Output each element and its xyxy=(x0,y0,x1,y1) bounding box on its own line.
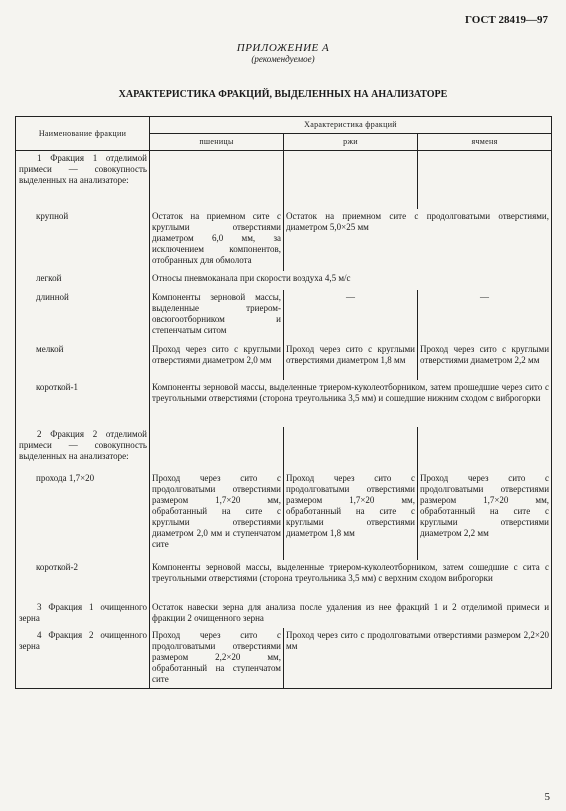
all-grains-cell: Компоненты зерновой массы, выделенные триером-куколеотборником, затем прошедшие через сито с треугольными отверстиями (сторона треугольника 3,5 мм) и сошедшие нижним сходом с виброгорки xyxy=(150,380,552,427)
table-row xyxy=(16,471,552,560)
barley-cell: Проход через сито с круглыми отверстиями диаметром 2,2 мм xyxy=(418,342,552,380)
header-wheat: пшеницы xyxy=(150,134,284,151)
rye-barley-cell: Проход через сито с продолговатыми отверстиями размером 2,2×20 мм xyxy=(284,628,552,689)
wheat-cell: Проход через сито с круглыми отверстиями диаметром 2,0 мм xyxy=(150,342,284,380)
rye-cell: — xyxy=(284,290,418,342)
fraction-name: 1 Фракция 1 отделимой примеси — совокупность выделенных на анализаторе: xyxy=(16,151,150,209)
fractions-table xyxy=(15,116,552,689)
fraction-name: короткой-2 xyxy=(16,560,150,600)
fraction-name: 2 Фракция 2 отделимой примеси — совокупность выделенных на анализаторе: xyxy=(16,427,150,471)
wheat-cell: Проход через сито с продолговатыми отверстиями размером 1,7×20 мм, обработанный на сите с круглыми отверстиями диаметром 2,0 мм и ступенчатом сите xyxy=(150,471,284,560)
header-barley: ячменя xyxy=(418,134,552,151)
wheat-cell: Остаток на приемном сите с круглыми отверстиями диаметром 6,0 мм, за исключением компонентов, отобранных для обмолота xyxy=(150,209,284,271)
header-characteristics: Характеристика фракций xyxy=(150,117,552,134)
fraction-name: длинной xyxy=(16,290,150,342)
fraction-name: 3 Фракция 1 очищенного зерна xyxy=(16,600,150,628)
document-code: ГОСТ 28419—97 xyxy=(465,14,548,26)
table-row xyxy=(16,151,552,209)
table-row xyxy=(16,290,552,342)
rye-cell: Проход через сито с круглыми отверстиями диаметром 1,8 мм xyxy=(284,342,418,380)
header-fraction-name: Наименование фракции xyxy=(16,117,150,151)
table-row xyxy=(16,600,552,628)
table-row xyxy=(16,380,552,427)
table-row xyxy=(16,427,552,471)
fraction-name: короткой-1 xyxy=(16,380,150,427)
fraction-name: прохода 1,7×20 xyxy=(16,471,150,560)
rye-cell: Проход через сито с продолговатыми отверстиями размером 1,7×20 мм, обработанный на сите с круглыми отверстиями диаметром 1,8 мм xyxy=(284,471,418,560)
page-number: 5 xyxy=(544,791,550,803)
table-row xyxy=(16,342,552,380)
page-title: ХАРАКТЕРИСТИКА ФРАКЦИЙ, ВЫДЕЛЕННЫХ НА АНАЛИЗАТОРЕ xyxy=(118,89,448,100)
appendix-title: ПРИЛОЖЕНИЕ А xyxy=(236,42,330,54)
fraction-name: крупной xyxy=(16,209,150,271)
table-row xyxy=(16,560,552,600)
table-row xyxy=(16,271,552,290)
rye-barley-cell: Остаток на приемном сите с продолговатыми отверстиями, диаметром 5,0×25 мм xyxy=(284,209,552,271)
fraction-name: мелкой xyxy=(16,342,150,380)
header-rye: ржи xyxy=(284,134,418,151)
wheat-cell: Проход через сито с продолговатыми отверстиями размером 2,2×20 мм, обработанный на ступенчатом сите xyxy=(150,628,284,689)
all-grains-cell: Компоненты зерновой массы, выделенные триером-куколеотборником, затем сошедшие с сита с треугольными отверстиями (сторона треугольника 3,5 мм) с верхним сходом виброгорки xyxy=(150,560,552,600)
fraction-name: легкой xyxy=(16,271,150,290)
table-row xyxy=(16,628,552,689)
all-grains-cell: Относы пневмоканала при скорости воздуха 4,5 м/с xyxy=(150,271,552,290)
appendix-subtitle: (рекомендуемое) xyxy=(251,54,315,64)
table-row xyxy=(16,209,552,271)
fraction-name: 4 Фракция 2 очищенного зерна xyxy=(16,628,150,689)
barley-cell: — xyxy=(418,290,552,342)
wheat-cell: Компоненты зерновой массы, выделенные триером-овсюгоотборником и степенчатым ситом xyxy=(150,290,284,342)
all-grains-cell: Остаток навески зерна для анализа после удаления из нее фракций 1 и 2 отделимой примеси и фракции 2 очищенного зерна xyxy=(150,600,552,628)
barley-cell: Проход через сито с продолговатыми отверстиями размером 1,7×20 мм, обработанный на сите с круглыми отверстиями диаметром 2,2 мм xyxy=(418,471,552,560)
